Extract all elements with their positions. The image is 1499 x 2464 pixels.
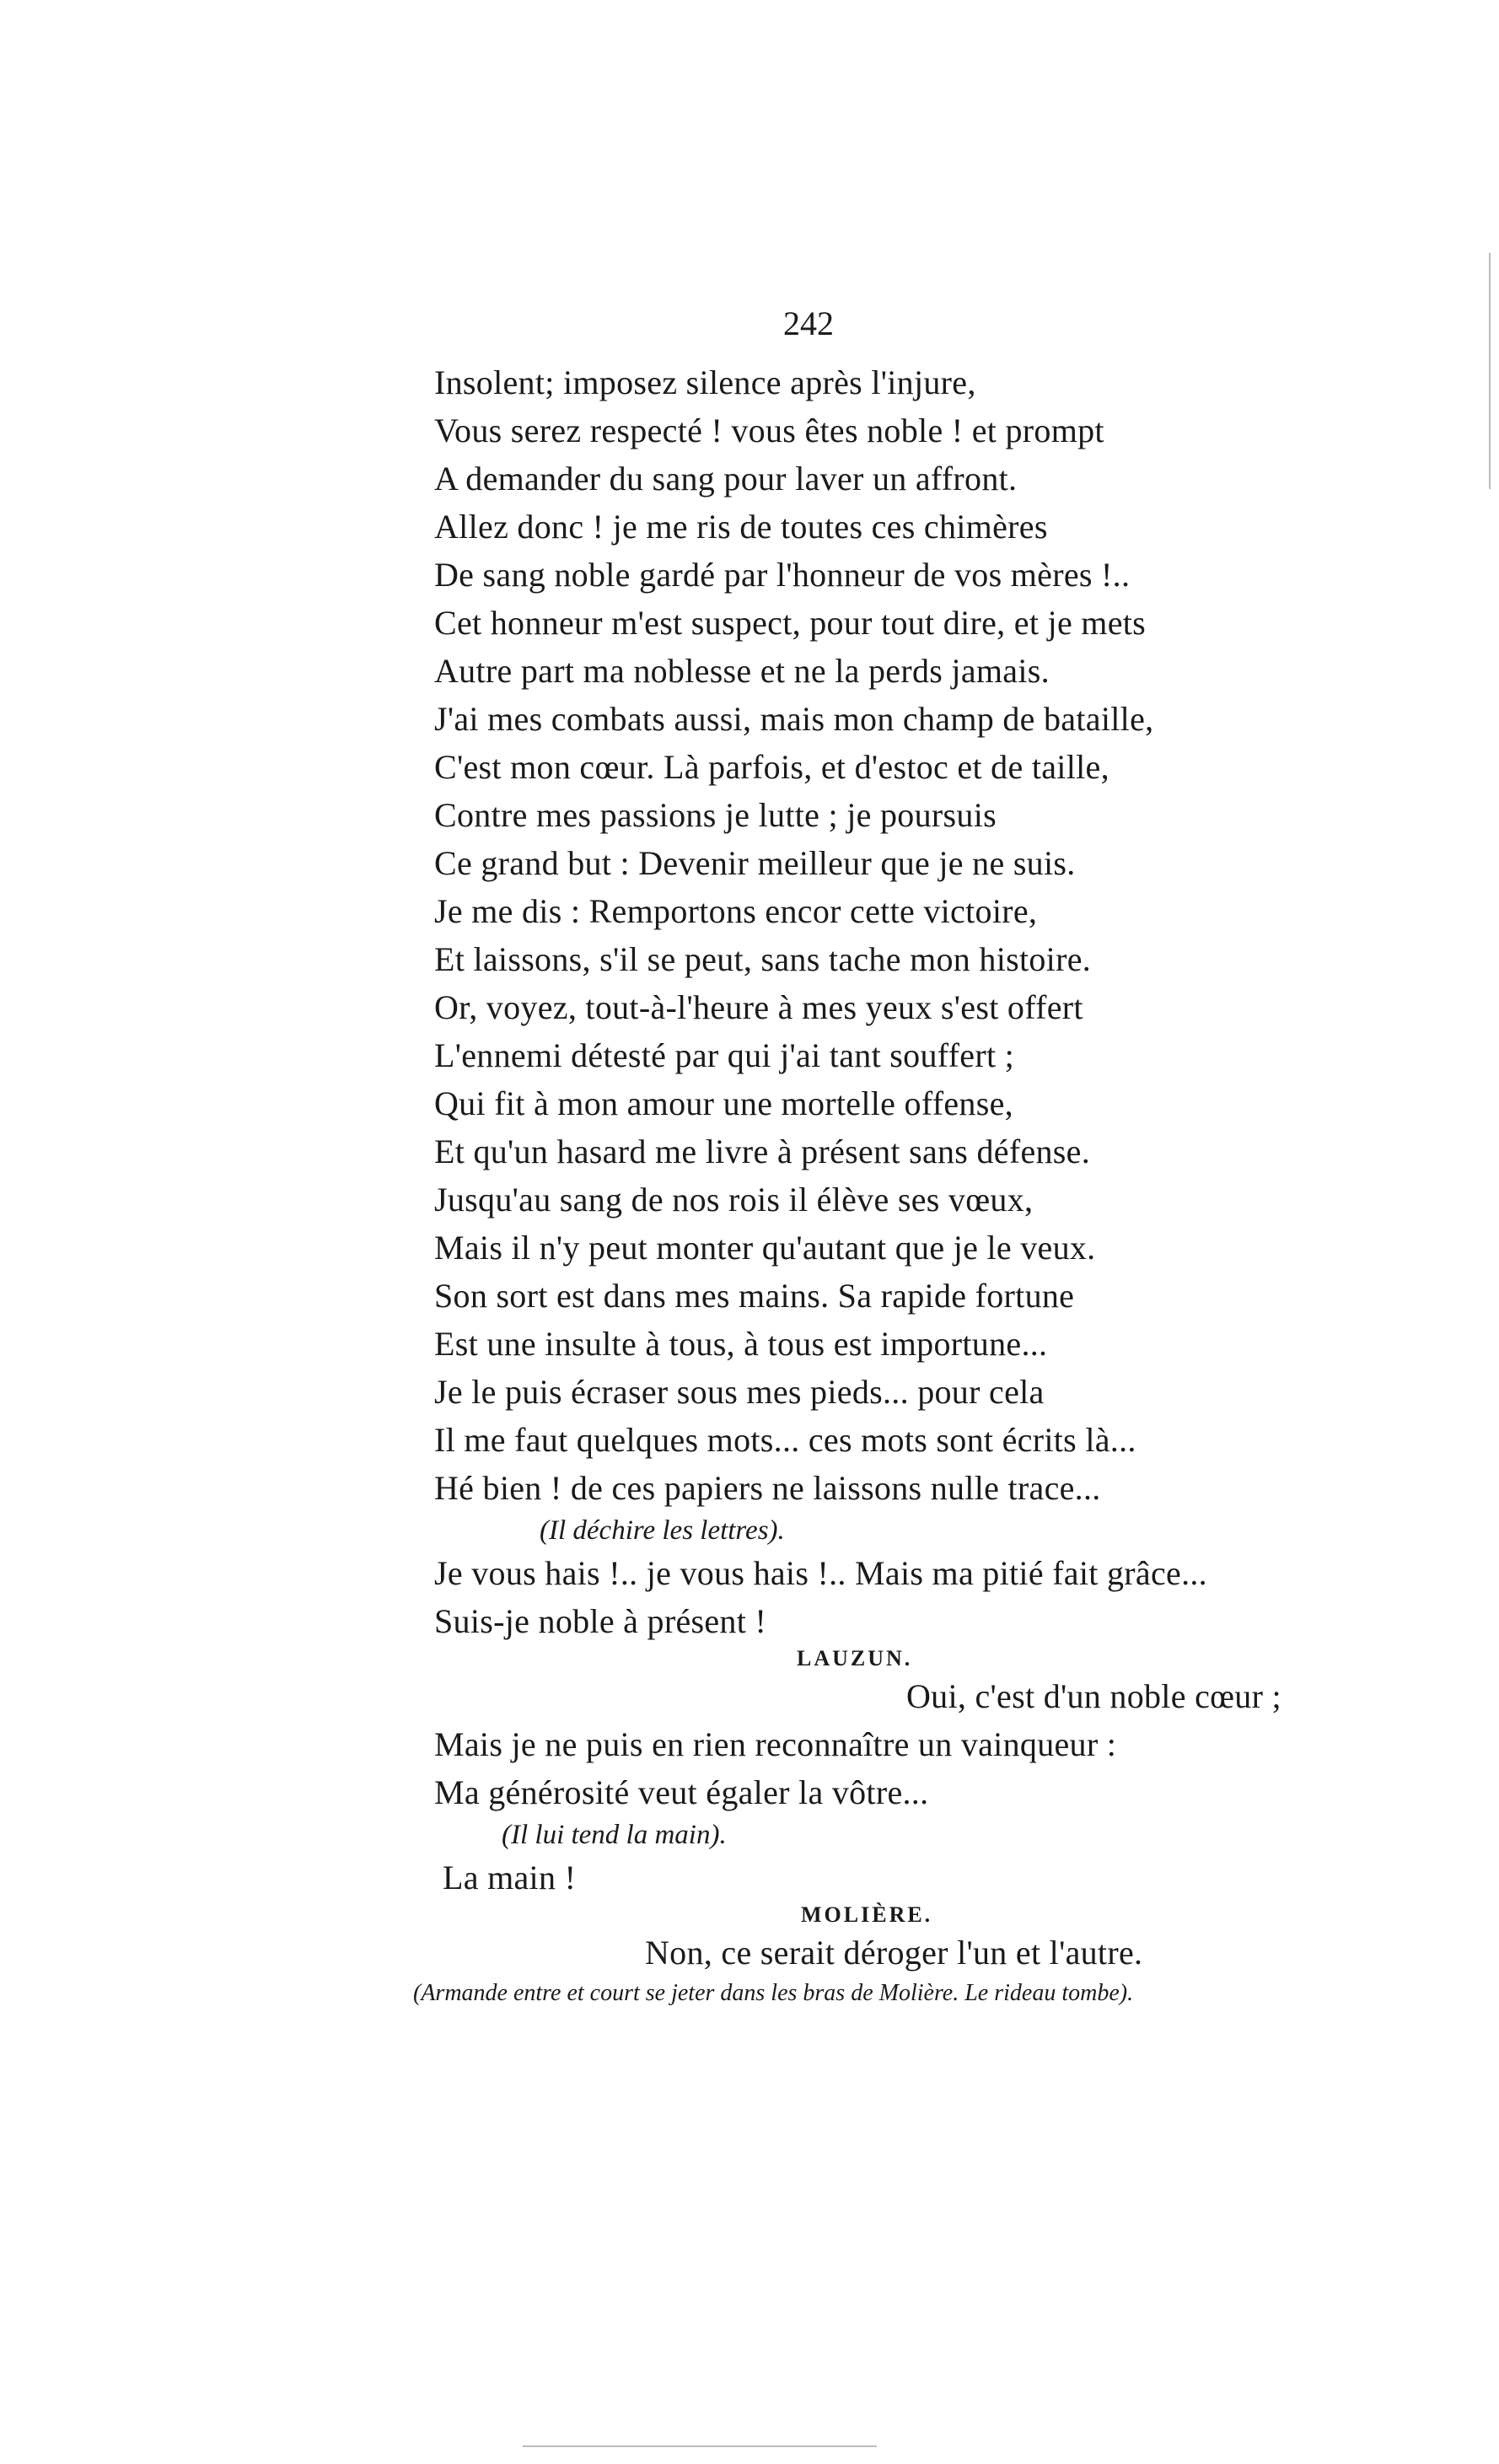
verse-line: Cet honneur m'est suspect, pour tout dire, et je mets — [434, 604, 1147, 642]
verse-line: Je vous hais !.. je vous hais !.. Mais ma pitié fait grâce... — [434, 1554, 1207, 1592]
verse-block — [413, 358, 1404, 2010]
verse-line: C'est mon cœur. Là parfois, et d'estoc et de taille, — [434, 748, 1109, 786]
page-number: 242 — [783, 304, 834, 342]
verse-line: De sang noble gardé par l'honneur de vos mères !.. — [434, 556, 1131, 594]
verse-line: La main ! — [443, 1859, 577, 1896]
verse-line: Mais je ne puis en rien reconnaître un vainqueur : — [434, 1725, 1117, 1763]
verse-line: J'ai mes combats aussi, mais mon champ de bataille, — [434, 700, 1154, 738]
stage-direction: (Il déchire les lettres). — [540, 1515, 785, 1546]
verse-line: A demander du sang pour laver un affront. — [434, 460, 1018, 498]
verse-line: Non, ce serait déroger l'un et l'autre. — [645, 1934, 1143, 1972]
verse-line: L'ennemi détesté par qui j'ai tant souffert ; — [434, 1036, 1015, 1074]
speaker-name: MOLIÈRE. — [801, 1902, 933, 1927]
verse-line: Il me faut quelques mots... ces mots sont écrits là... — [434, 1421, 1136, 1459]
scan-bottom-rule — [523, 2445, 877, 2447]
verse-line: Autre part ma noblesse et ne la perds jamais. — [434, 652, 1050, 690]
verse-line: Je me dis : Remportons encor cette victoire, — [434, 892, 1038, 930]
verse-line: Qui fit à mon amour une mortelle offense, — [434, 1084, 1013, 1122]
verse-line: Suis-je noble à présent ! — [434, 1602, 767, 1640]
verse-line: Est une insulte à tous, à tous est importune... — [434, 1325, 1048, 1363]
stage-direction: (Il lui tend la main). — [502, 1820, 727, 1850]
closing-stage-direction: (Armande entre et court se jeter dans les bras de Molière. Le rideau tombe). — [413, 1980, 1134, 2006]
verse-line: Insolent; imposez silence après l'injure, — [434, 363, 976, 401]
verse-line: Son sort est dans mes mains. Sa rapide fortune — [434, 1277, 1075, 1315]
verse-line: Contre mes passions je lutte ; je poursuis — [434, 796, 997, 834]
verse-line: Jusqu'au sang de nos rois il élève ses vœux, — [434, 1181, 1034, 1219]
verse-line: Ce grand but : Devenir meilleur que je ne suis. — [434, 844, 1076, 882]
verse-line: Oui, c'est d'un noble cœur ; — [906, 1677, 1281, 1715]
verse-line: Allez donc ! je me ris de toutes ces chimères — [434, 508, 1048, 546]
verse-line: Ma générosité veut égaler la vôtre... — [434, 1773, 929, 1811]
verse-line: Et laissons, s'il se peut, sans tache mon histoire. — [434, 940, 1092, 978]
verse-line: Hé bien ! de ces papiers ne laissons nulle trace... — [434, 1469, 1101, 1507]
verse-line: Je le puis écraser sous mes pieds... pour cela — [434, 1373, 1045, 1411]
verse-line: Or, voyez, tout-à-l'heure à mes yeux s'est offert — [434, 988, 1083, 1026]
verse-line: Et qu'un hasard me livre à présent sans défense. — [434, 1132, 1091, 1170]
verse-line: Mais il n'y peut monter qu'autant que je le veux. — [434, 1229, 1096, 1267]
scan-edge-mark — [1489, 253, 1491, 489]
speaker-name: LAUZUN. — [797, 1646, 913, 1670]
verse-line: Vous serez respecté ! vous êtes noble ! et prompt — [434, 412, 1104, 449]
